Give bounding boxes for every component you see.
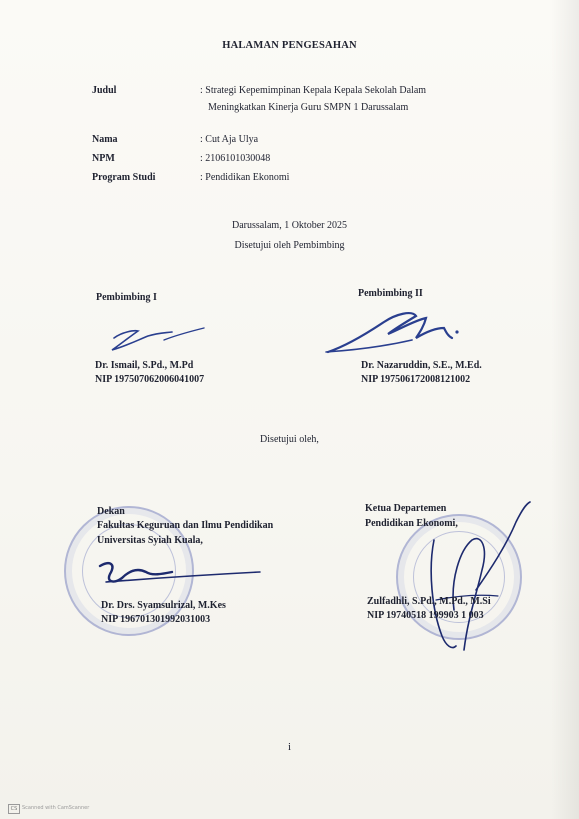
- head-name: Zulfadhli, S.Pd., M.Pd., M.Si: [367, 596, 491, 607]
- dean-line2: Fakultas Keguruan dan Ilmu Pendidikan: [97, 520, 274, 531]
- scan-edge-shadow: [551, 0, 579, 819]
- dean-line3: Universitas Syiah Kuala,: [97, 535, 203, 546]
- value-npm: : 2106101030048: [200, 153, 271, 164]
- supervisor1-signature: [108, 318, 208, 354]
- label-judul: Judul: [92, 85, 117, 96]
- dean-line1: Dekan: [97, 506, 125, 517]
- place-date: Darussalam, 1 Oktober 2025: [232, 220, 347, 231]
- page-number: i: [287, 741, 292, 753]
- head-line2: Pendidikan Ekonomi,: [365, 518, 458, 529]
- supervisor2-nip: NIP 197506172008121002: [361, 374, 471, 385]
- dean-name: Dr. Drs. Syamsulrizal, M.Kes: [101, 600, 226, 611]
- label-nama: Nama: [92, 134, 118, 145]
- label-npm: NPM: [92, 153, 115, 164]
- head-line1: Ketua Departemen: [365, 503, 447, 514]
- supervisor2-role: Pembimbing II: [358, 288, 423, 299]
- approved-by-supervisor: Disetujui oleh Pembimbing: [234, 240, 345, 251]
- value-nama: : Cut Aja Ulya: [200, 134, 259, 145]
- value-judul-line2: Meningkatkan Kinerja Guru SMPN 1 Darussalam: [208, 102, 409, 113]
- supervisor1-role: Pembimbing I: [96, 292, 157, 303]
- head-nip: NIP 19740518 199903 1 003: [367, 610, 484, 621]
- page-title: HALAMAN PENGESAHAN: [222, 40, 357, 51]
- supervisor2-signature: [316, 306, 466, 360]
- supervisor2-name: Dr. Nazaruddin, S.E., M.Ed.: [361, 360, 482, 371]
- supervisor1-nip: NIP 197507062006041007: [95, 374, 205, 385]
- scanner-watermark: Scanned with CamScanner: [22, 805, 90, 811]
- supervisor1-name: Dr. Ismail, S.Pd., M.Pd: [95, 360, 194, 371]
- dean-signature: [92, 552, 262, 592]
- value-program-studi: : Pendidikan Ekonomi: [200, 172, 290, 183]
- dean-nip: NIP 196701301992031003: [101, 614, 211, 625]
- label-program-studi: Program Studi: [92, 172, 156, 183]
- head-signature: [406, 500, 536, 660]
- approved-by: Disetujui oleh,: [260, 434, 319, 445]
- camscanner-logo-icon: CS: [8, 804, 20, 814]
- value-judul-line1: : Strategi Kepemimpinan Kepala Kepala Sekolah Dalam: [200, 85, 427, 96]
